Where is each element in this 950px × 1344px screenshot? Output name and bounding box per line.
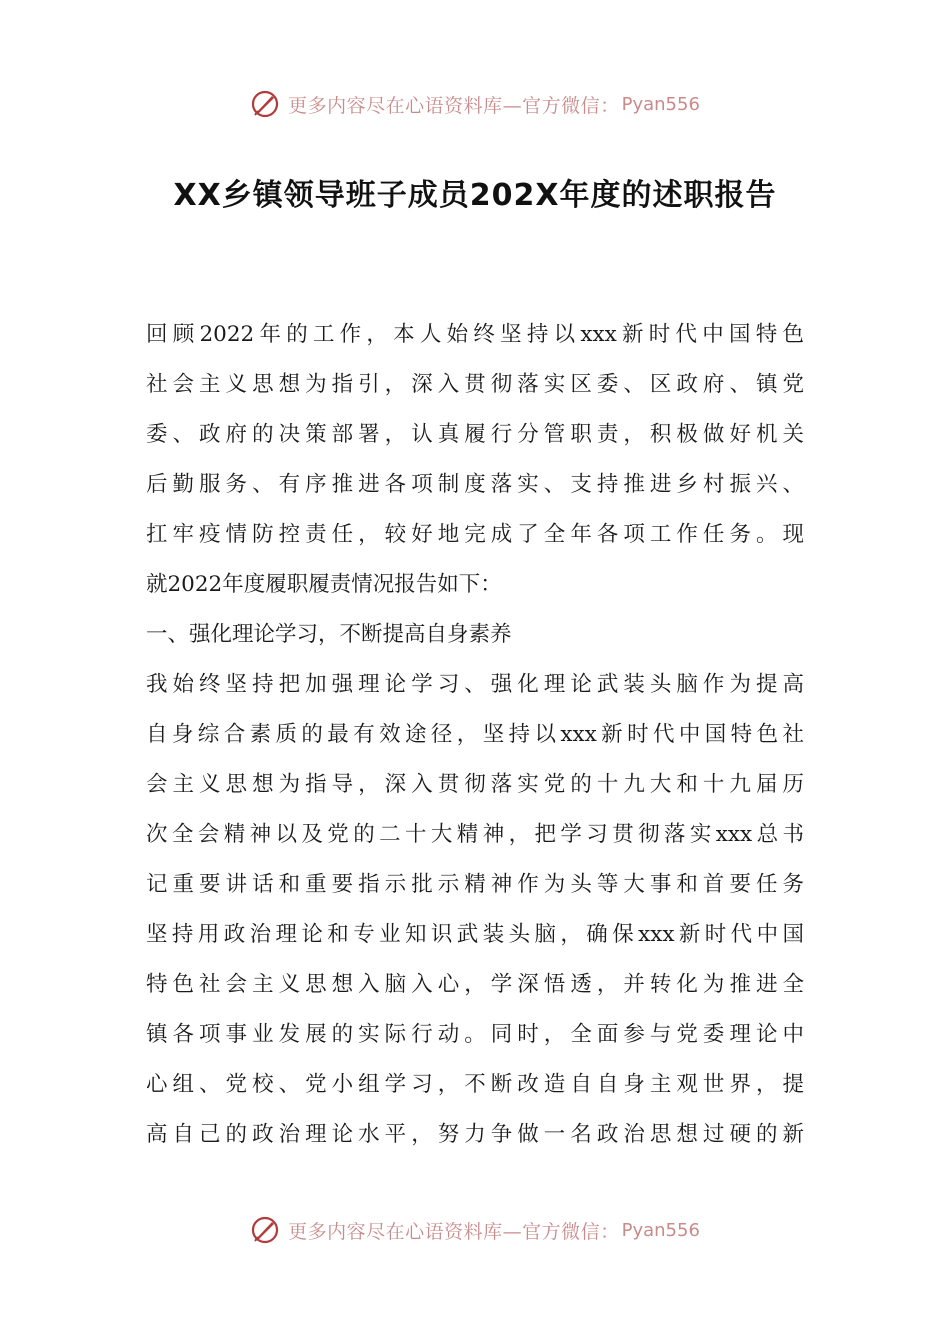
body-line: 扛牢疫情防控责任，较好地完成了全年各项工作任务。现	[146, 522, 804, 547]
header-banner-text: 更多内容尽在心语资料库—官方微信：	[288, 94, 620, 117]
document-body	[146, 310, 804, 1160]
body-line: 自身综合素质的最有效途径，坚持以xxx新时代中国特色社	[146, 722, 804, 747]
header-banner	[0, 84, 950, 124]
header-wechat-id: Pyan556	[621, 93, 700, 115]
body-line: 记重要讲话和重要指示批示精神作为头等大事和首要任务	[146, 872, 804, 897]
footer-banner-text: 更多内容尽在心语资料库—官方微信：	[288, 1220, 620, 1243]
body-line: 委、政府的决策部署，认真履行分管职责，积极做好机关	[146, 422, 804, 447]
body-line: 特色社会主义思想入脑入心，学深悟透，并转化为推进全	[146, 972, 804, 997]
body-line: 后勤服务、有序推进各项制度落实、支持推进乡村振兴、	[146, 472, 804, 497]
quill-pen-seal-icon	[250, 89, 280, 119]
document-title: XX乡镇领导班子成员202X年度的述职报告	[173, 178, 777, 213]
body-line: 我始终坚持把加强理论学习、强化理论武装头脑作为提高	[146, 672, 804, 697]
body-line: 高自己的政治理论水平，努力争做一名政治思想过硬的新	[146, 1122, 804, 1147]
footer-wechat-id: Pyan556	[621, 1219, 700, 1241]
body-line: 社会主义思想为指引，深入贯彻落实区委、区政府、镇党	[146, 372, 804, 397]
body-line: 次全会精神以及党的二十大精神，把学习贯彻落实xxx总书	[146, 822, 804, 847]
body-line: 心组、党校、党小组学习，不断改造自自身主观世界，提	[146, 1072, 804, 1097]
footer-banner	[0, 1210, 950, 1250]
body-line: 就2022年度履职履责情况报告如下：	[146, 572, 502, 597]
quill-pen-seal-icon	[250, 1215, 280, 1245]
body-line: 回顾2022年的工作，本人始终坚持以xxx新时代中国特色	[146, 322, 804, 347]
body-line: 坚持用政治理论和专业知识武装头脑，确保xxx新时代中国	[146, 922, 804, 947]
body-line: 镇各项事业发展的实际行动。同时，全面参与党委理论中	[146, 1022, 804, 1047]
section-heading: 一、强化理论学习，不断提高自身素养	[146, 622, 512, 647]
body-line: 会主义思想为指导，深入贯彻落实党的十九大和十九届历	[146, 772, 804, 797]
